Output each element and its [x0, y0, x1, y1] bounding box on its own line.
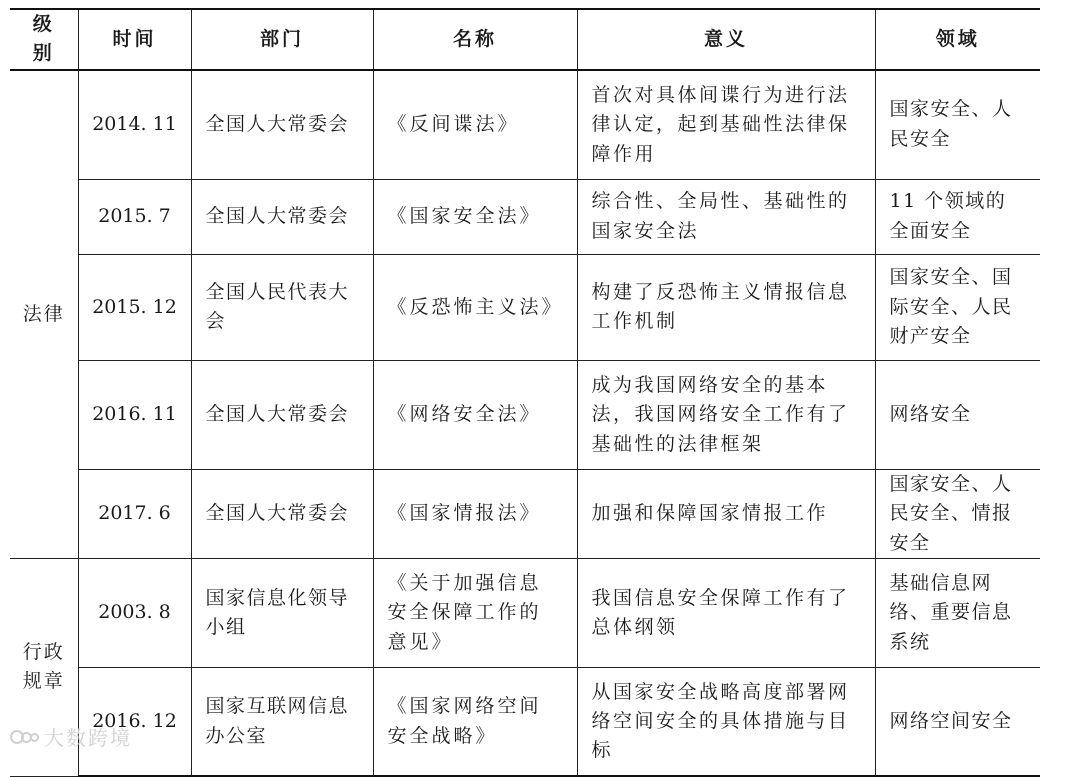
level-cell-law: 法律: [10, 70, 78, 559]
table-row: [10, 70, 1040, 180]
header-field: 领域: [875, 9, 1040, 70]
table-row: [10, 254, 1040, 360]
time-cell: 2016. 11: [78, 360, 191, 469]
table-row: [10, 559, 1040, 668]
name-cell: 《国家网络空间安全战略》: [373, 668, 577, 777]
header-name: 名称: [373, 9, 577, 70]
table-header-row: [10, 9, 1040, 70]
significance-cell: 构建了反恐怖主义情报信息工作机制: [577, 254, 875, 360]
time-cell: 2003. 8: [78, 559, 191, 668]
name-cell: 《关于加强信息安全保障工作的意见》: [373, 559, 577, 668]
field-cell: 网络空间安全: [875, 668, 1040, 777]
table-row: [10, 179, 1040, 254]
field-cell: 基础信息网络、重要信息系统: [875, 559, 1040, 668]
department-cell: 全国人大常委会: [191, 70, 373, 180]
time-cell: 2016. 12: [78, 668, 191, 777]
table-row: [10, 469, 1040, 558]
name-cell: 《国家安全法》: [373, 179, 577, 254]
watermark-text: 大数跨境: [44, 726, 132, 750]
time-cell: 2015. 7: [78, 179, 191, 254]
time-cell: 2017. 6: [78, 469, 191, 558]
header-level: 级别: [10, 9, 78, 70]
department-cell: 全国人大常委会: [191, 179, 373, 254]
header-significance: 意义: [577, 9, 875, 70]
name-cell: 《反间谍法》: [373, 70, 577, 180]
significance-cell: 从国家安全战略高度部署网络空间安全的具体措施与目标: [577, 668, 875, 777]
department-cell: 国家互联网信息办公室: [191, 668, 373, 777]
header-department: 部门: [191, 9, 373, 70]
field-cell: 国家安全、人民安全、情报安全: [875, 469, 1040, 558]
name-cell: 《国家情报法》: [373, 469, 577, 558]
field-cell: 网络安全: [875, 360, 1040, 469]
significance-cell: 首次对具体间谍行为进行法律认定，起到基础性法律保障作用: [577, 70, 875, 180]
department-cell: 全国人大常委会: [191, 360, 373, 469]
department-cell: 全国人大常委会: [191, 469, 373, 558]
time-cell: 2015. 12: [78, 254, 191, 360]
level-cell-administrative-rules: 行政规章: [10, 559, 78, 777]
significance-cell: 综合性、全局性、基础性的国家安全法: [577, 179, 875, 254]
field-cell: 国家安全、人民安全: [875, 70, 1040, 180]
name-cell: 《反恐怖主义法》: [373, 254, 577, 360]
significance-cell: 成为我国网络安全的基本法，我国网络安全工作有了基础性的法律框架: [577, 360, 875, 469]
regulations-table: [10, 8, 1040, 777]
field-cell: 11 个领域的全面安全: [875, 179, 1040, 254]
header-time: 时间: [78, 9, 191, 70]
significance-cell: 加强和保障国家情报工作: [577, 469, 875, 558]
department-cell: 国家信息化领导小组: [191, 559, 373, 668]
department-cell: 全国人民代表大会: [191, 254, 373, 360]
time-cell: 2014. 11: [78, 70, 191, 180]
field-cell: 国家安全、国际安全、人民财产安全: [875, 254, 1040, 360]
significance-cell: 我国信息安全保障工作有了总体纲领: [577, 559, 875, 668]
table-row: [10, 360, 1040, 469]
name-cell: 《网络安全法》: [373, 360, 577, 469]
watermark: [10, 722, 132, 751]
watermark-logo-icon: [10, 728, 40, 746]
table-row: [10, 668, 1040, 777]
